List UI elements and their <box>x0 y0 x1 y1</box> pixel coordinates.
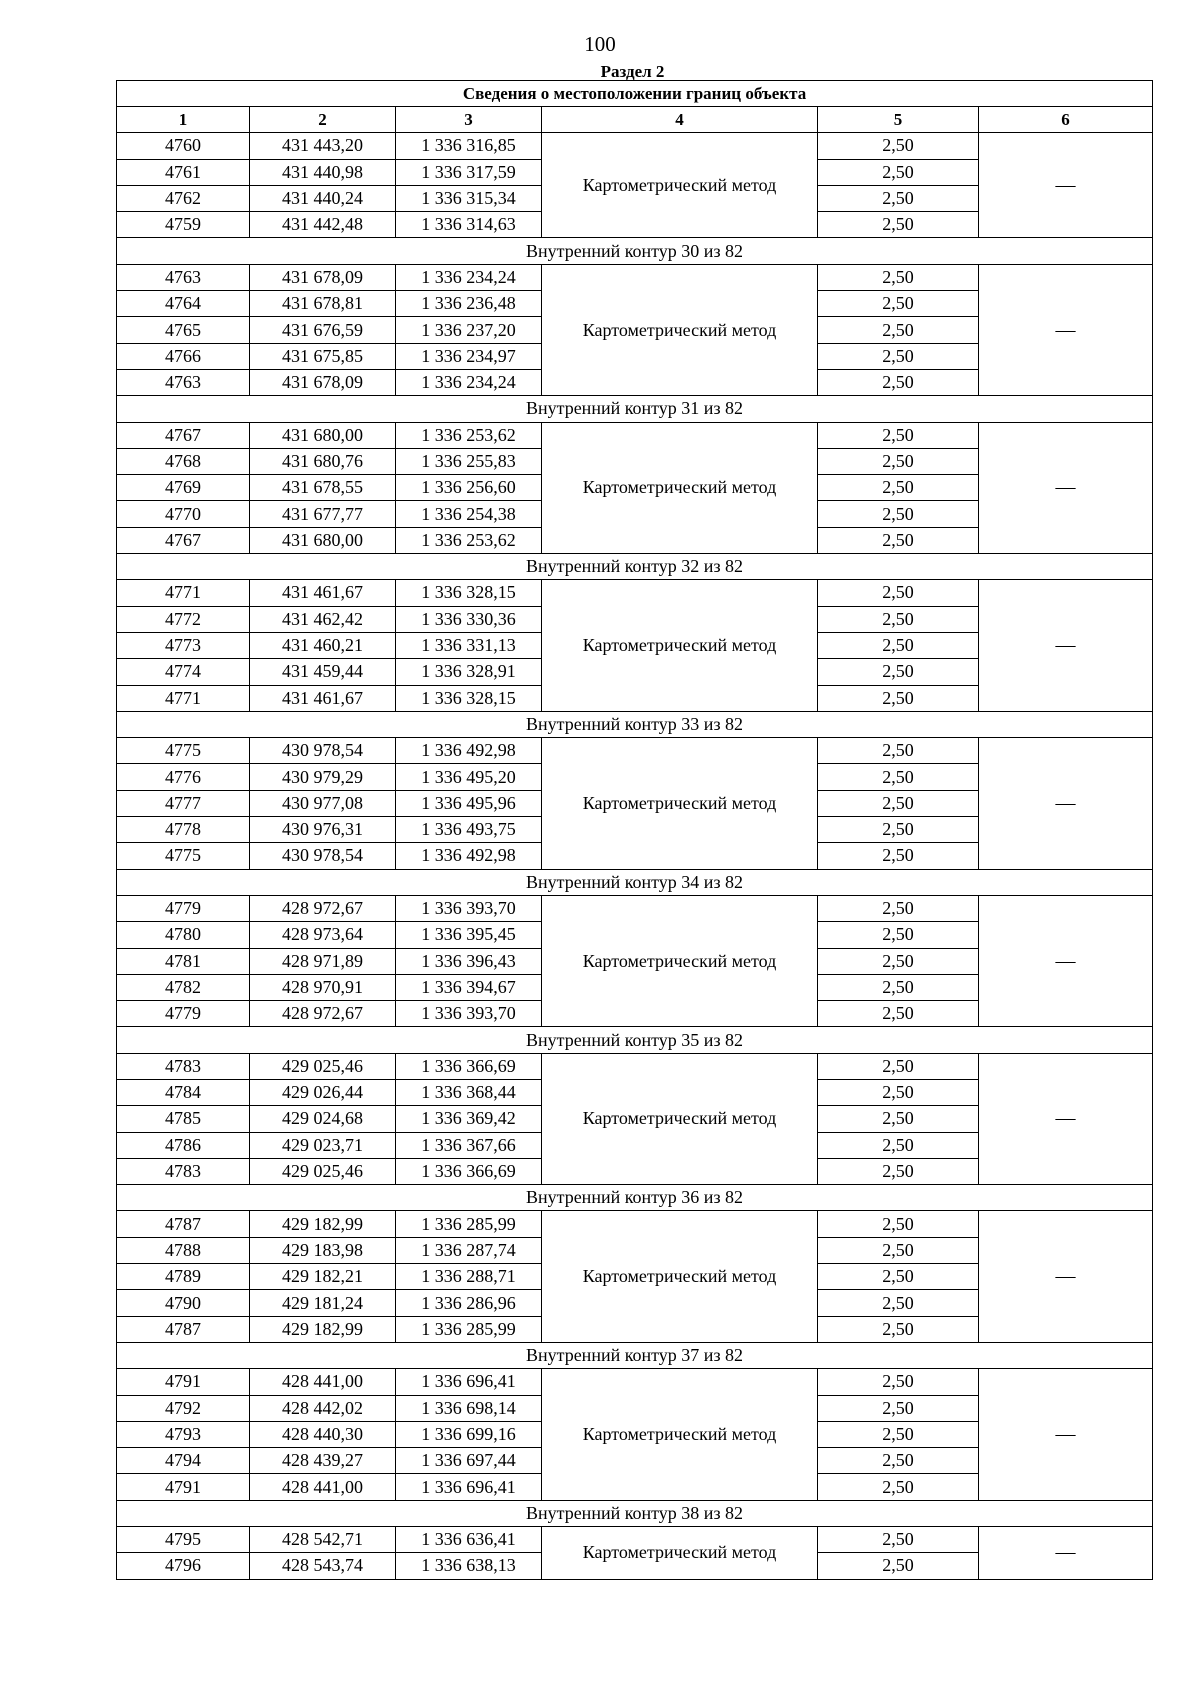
method-cell: Картометрический метод <box>542 895 818 1026</box>
x-coordinate-cell: 428 543,74 <box>250 1553 396 1579</box>
point-number-cell: 4776 <box>117 764 250 790</box>
x-coordinate-cell: 429 182,99 <box>250 1211 396 1237</box>
point-number-cell: 4763 <box>117 369 250 395</box>
accuracy-cell: 2,50 <box>818 501 979 527</box>
description-dash-cell: — <box>979 1053 1153 1184</box>
accuracy-cell: 2,50 <box>818 843 979 869</box>
y-coordinate-cell: 1 336 255,83 <box>396 448 542 474</box>
accuracy-cell: 2,50 <box>818 159 979 185</box>
point-number-cell: 4778 <box>117 817 250 843</box>
accuracy-cell: 2,50 <box>818 922 979 948</box>
accuracy-cell: 2,50 <box>818 1211 979 1237</box>
y-coordinate-cell: 1 336 492,98 <box>396 843 542 869</box>
x-coordinate-cell: 428 441,00 <box>250 1474 396 1500</box>
contour-row <box>117 396 1153 422</box>
table-row <box>117 264 1153 290</box>
y-coordinate-cell: 1 336 316,85 <box>396 133 542 159</box>
point-number-cell: 4768 <box>117 448 250 474</box>
contour-label: Внутренний контур 34 из 82 <box>117 869 1153 895</box>
y-coordinate-cell: 1 336 285,99 <box>396 1211 542 1237</box>
accuracy-cell: 2,50 <box>818 790 979 816</box>
accuracy-cell: 2,50 <box>818 1448 979 1474</box>
x-coordinate-cell: 430 976,31 <box>250 817 396 843</box>
accuracy-cell: 2,50 <box>818 317 979 343</box>
accuracy-cell: 2,50 <box>818 212 979 238</box>
boundary-table <box>116 80 1153 1580</box>
y-coordinate-cell: 1 336 696,41 <box>396 1369 542 1395</box>
x-coordinate-cell: 429 023,71 <box>250 1132 396 1158</box>
accuracy-cell: 2,50 <box>818 685 979 711</box>
contour-row <box>117 238 1153 264</box>
page-number: 100 <box>584 32 616 56</box>
y-coordinate-cell: 1 336 698,14 <box>396 1395 542 1421</box>
y-coordinate-cell: 1 336 697,44 <box>396 1448 542 1474</box>
x-coordinate-cell: 428 972,67 <box>250 895 396 921</box>
description-dash-cell: — <box>979 422 1153 553</box>
accuracy-cell: 2,50 <box>818 1290 979 1316</box>
y-coordinate-cell: 1 336 368,44 <box>396 1079 542 1105</box>
y-coordinate-cell: 1 336 288,71 <box>396 1264 542 1290</box>
x-coordinate-cell: 428 970,91 <box>250 974 396 1000</box>
point-number-cell: 4759 <box>117 212 250 238</box>
point-number-cell: 4788 <box>117 1237 250 1263</box>
point-number-cell: 4775 <box>117 738 250 764</box>
contour-row <box>117 1500 1153 1526</box>
point-number-cell: 4784 <box>117 1079 250 1105</box>
point-number-cell: 4783 <box>117 1158 250 1184</box>
x-coordinate-cell: 431 443,20 <box>250 133 396 159</box>
point-number-cell: 4764 <box>117 291 250 317</box>
column-number: 5 <box>818 107 979 133</box>
description-dash-cell: — <box>979 738 1153 869</box>
y-coordinate-cell: 1 336 314,63 <box>396 212 542 238</box>
y-coordinate-cell: 1 336 495,96 <box>396 790 542 816</box>
accuracy-cell: 2,50 <box>818 422 979 448</box>
column-number-row <box>117 107 1153 133</box>
point-number-cell: 4761 <box>117 159 250 185</box>
x-coordinate-cell: 431 460,21 <box>250 632 396 658</box>
x-coordinate-cell: 429 025,46 <box>250 1158 396 1184</box>
x-coordinate-cell: 428 972,67 <box>250 1001 396 1027</box>
table-row <box>117 133 1153 159</box>
point-number-cell: 4765 <box>117 317 250 343</box>
point-number-cell: 4767 <box>117 422 250 448</box>
x-coordinate-cell: 431 680,00 <box>250 422 396 448</box>
x-coordinate-cell: 428 440,30 <box>250 1421 396 1447</box>
x-coordinate-cell: 429 182,99 <box>250 1316 396 1342</box>
point-number-cell: 4782 <box>117 974 250 1000</box>
accuracy-cell: 2,50 <box>818 974 979 1000</box>
x-coordinate-cell: 431 676,59 <box>250 317 396 343</box>
accuracy-cell: 2,50 <box>818 1132 979 1158</box>
contour-label: Внутренний контур 37 из 82 <box>117 1342 1153 1368</box>
y-coordinate-cell: 1 336 328,15 <box>396 580 542 606</box>
point-number-cell: 4781 <box>117 948 250 974</box>
contour-row <box>117 554 1153 580</box>
x-coordinate-cell: 428 442,02 <box>250 1395 396 1421</box>
point-number-cell: 4772 <box>117 606 250 632</box>
y-coordinate-cell: 1 336 236,48 <box>396 291 542 317</box>
y-coordinate-cell: 1 336 234,24 <box>396 369 542 395</box>
y-coordinate-cell: 1 336 285,99 <box>396 1316 542 1342</box>
point-number-cell: 4794 <box>117 1448 250 1474</box>
table-row <box>117 422 1153 448</box>
y-coordinate-cell: 1 336 287,74 <box>396 1237 542 1263</box>
section-title: Раздел 2 <box>600 62 665 81</box>
accuracy-cell: 2,50 <box>818 1237 979 1263</box>
y-coordinate-cell: 1 336 393,70 <box>396 895 542 921</box>
point-number-cell: 4785 <box>117 1106 250 1132</box>
description-dash-cell: — <box>979 895 1153 1026</box>
y-coordinate-cell: 1 336 396,43 <box>396 948 542 974</box>
x-coordinate-cell: 429 183,98 <box>250 1237 396 1263</box>
x-coordinate-cell: 431 678,55 <box>250 475 396 501</box>
y-coordinate-cell: 1 336 315,34 <box>396 185 542 211</box>
accuracy-cell: 2,50 <box>818 1369 979 1395</box>
accuracy-cell: 2,50 <box>818 1553 979 1579</box>
table-row <box>117 1053 1153 1079</box>
point-number-cell: 4790 <box>117 1290 250 1316</box>
contour-label: Внутренний контур 31 из 82 <box>117 396 1153 422</box>
method-cell: Картометрический метод <box>542 1369 818 1500</box>
point-number-cell: 4783 <box>117 1053 250 1079</box>
contour-label: Внутренний контур 33 из 82 <box>117 711 1153 737</box>
column-number: 6 <box>979 107 1153 133</box>
x-coordinate-cell: 428 971,89 <box>250 948 396 974</box>
accuracy-cell: 2,50 <box>818 1158 979 1184</box>
x-coordinate-cell: 429 026,44 <box>250 1079 396 1105</box>
table-row <box>117 1369 1153 1395</box>
point-number-cell: 4789 <box>117 1264 250 1290</box>
x-coordinate-cell: 428 439,27 <box>250 1448 396 1474</box>
description-dash-cell: — <box>979 1369 1153 1500</box>
x-coordinate-cell: 431 461,67 <box>250 685 396 711</box>
point-number-cell: 4795 <box>117 1527 250 1553</box>
table-caption: Сведения о местоположении границ объекта <box>117 81 1153 107</box>
contour-label: Внутренний контур 35 из 82 <box>117 1027 1153 1053</box>
x-coordinate-cell: 431 678,09 <box>250 369 396 395</box>
y-coordinate-cell: 1 336 699,16 <box>396 1421 542 1447</box>
y-coordinate-cell: 1 336 317,59 <box>396 159 542 185</box>
y-coordinate-cell: 1 336 234,97 <box>396 343 542 369</box>
point-number-cell: 4773 <box>117 632 250 658</box>
y-coordinate-cell: 1 336 253,62 <box>396 527 542 553</box>
contour-row <box>117 1185 1153 1211</box>
point-number-cell: 4796 <box>117 1553 250 1579</box>
accuracy-cell: 2,50 <box>818 1527 979 1553</box>
x-coordinate-cell: 431 680,00 <box>250 527 396 553</box>
description-dash-cell: — <box>979 580 1153 711</box>
accuracy-cell: 2,50 <box>818 1474 979 1500</box>
y-coordinate-cell: 1 336 367,66 <box>396 1132 542 1158</box>
column-number: 2 <box>250 107 396 133</box>
accuracy-cell: 2,50 <box>818 264 979 290</box>
point-number-cell: 4775 <box>117 843 250 869</box>
point-number-cell: 4762 <box>117 185 250 211</box>
point-number-cell: 4760 <box>117 133 250 159</box>
point-number-cell: 4770 <box>117 501 250 527</box>
accuracy-cell: 2,50 <box>818 659 979 685</box>
y-coordinate-cell: 1 336 366,69 <box>396 1158 542 1184</box>
x-coordinate-cell: 430 979,29 <box>250 764 396 790</box>
y-coordinate-cell: 1 336 638,13 <box>396 1553 542 1579</box>
x-coordinate-cell: 431 678,09 <box>250 264 396 290</box>
y-coordinate-cell: 1 336 237,20 <box>396 317 542 343</box>
point-number-cell: 4791 <box>117 1369 250 1395</box>
x-coordinate-cell: 429 182,21 <box>250 1264 396 1290</box>
y-coordinate-cell: 1 336 369,42 <box>396 1106 542 1132</box>
y-coordinate-cell: 1 336 493,75 <box>396 817 542 843</box>
contour-row <box>117 711 1153 737</box>
y-coordinate-cell: 1 336 394,67 <box>396 974 542 1000</box>
x-coordinate-cell: 430 977,08 <box>250 790 396 816</box>
x-coordinate-cell: 428 441,00 <box>250 1369 396 1395</box>
column-number: 3 <box>396 107 542 133</box>
x-coordinate-cell: 431 461,67 <box>250 580 396 606</box>
accuracy-cell: 2,50 <box>818 475 979 501</box>
accuracy-cell: 2,50 <box>818 764 979 790</box>
accuracy-cell: 2,50 <box>818 448 979 474</box>
x-coordinate-cell: 429 181,24 <box>250 1290 396 1316</box>
point-number-cell: 4777 <box>117 790 250 816</box>
point-number-cell: 4766 <box>117 343 250 369</box>
table-body <box>117 133 1153 1579</box>
accuracy-cell: 2,50 <box>818 1395 979 1421</box>
accuracy-cell: 2,50 <box>818 1053 979 1079</box>
accuracy-cell: 2,50 <box>818 1106 979 1132</box>
x-coordinate-cell: 431 675,85 <box>250 343 396 369</box>
accuracy-cell: 2,50 <box>818 580 979 606</box>
accuracy-cell: 2,50 <box>818 369 979 395</box>
accuracy-cell: 2,50 <box>818 1264 979 1290</box>
contour-label: Внутренний контур 36 из 82 <box>117 1185 1153 1211</box>
table-row <box>117 1211 1153 1237</box>
point-number-cell: 4793 <box>117 1421 250 1447</box>
y-coordinate-cell: 1 336 636,41 <box>396 1527 542 1553</box>
y-coordinate-cell: 1 336 366,69 <box>396 1053 542 1079</box>
method-cell: Картометрический метод <box>542 422 818 553</box>
y-coordinate-cell: 1 336 256,60 <box>396 475 542 501</box>
method-cell: Картометрический метод <box>542 264 818 395</box>
accuracy-cell: 2,50 <box>818 895 979 921</box>
column-number: 1 <box>117 107 250 133</box>
y-coordinate-cell: 1 336 286,96 <box>396 1290 542 1316</box>
x-coordinate-cell: 428 973,64 <box>250 922 396 948</box>
description-dash-cell: — <box>979 1527 1153 1580</box>
x-coordinate-cell: 428 542,71 <box>250 1527 396 1553</box>
accuracy-cell: 2,50 <box>818 291 979 317</box>
method-cell: Картометрический метод <box>542 738 818 869</box>
y-coordinate-cell: 1 336 395,45 <box>396 922 542 948</box>
point-number-cell: 4792 <box>117 1395 250 1421</box>
point-number-cell: 4791 <box>117 1474 250 1500</box>
description-dash-cell: — <box>979 264 1153 395</box>
method-cell: Картометрический метод <box>542 133 818 238</box>
contour-row <box>117 869 1153 895</box>
y-coordinate-cell: 1 336 234,24 <box>396 264 542 290</box>
point-number-cell: 4787 <box>117 1211 250 1237</box>
column-number: 4 <box>542 107 818 133</box>
y-coordinate-cell: 1 336 253,62 <box>396 422 542 448</box>
method-cell: Картометрический метод <box>542 1527 818 1580</box>
y-coordinate-cell: 1 336 393,70 <box>396 1001 542 1027</box>
y-coordinate-cell: 1 336 254,38 <box>396 501 542 527</box>
contour-row <box>117 1027 1153 1053</box>
accuracy-cell: 2,50 <box>818 1316 979 1342</box>
table-row <box>117 580 1153 606</box>
point-number-cell: 4779 <box>117 895 250 921</box>
y-coordinate-cell: 1 336 330,36 <box>396 606 542 632</box>
accuracy-cell: 2,50 <box>818 343 979 369</box>
point-number-cell: 4771 <box>117 580 250 606</box>
x-coordinate-cell: 431 677,77 <box>250 501 396 527</box>
description-dash-cell: — <box>979 133 1153 238</box>
x-coordinate-cell: 429 025,46 <box>250 1053 396 1079</box>
description-dash-cell: — <box>979 1211 1153 1342</box>
accuracy-cell: 2,50 <box>818 606 979 632</box>
accuracy-cell: 2,50 <box>818 185 979 211</box>
accuracy-cell: 2,50 <box>818 948 979 974</box>
accuracy-cell: 2,50 <box>818 133 979 159</box>
x-coordinate-cell: 429 024,68 <box>250 1106 396 1132</box>
y-coordinate-cell: 1 336 495,20 <box>396 764 542 790</box>
accuracy-cell: 2,50 <box>818 632 979 658</box>
point-number-cell: 4787 <box>117 1316 250 1342</box>
accuracy-cell: 2,50 <box>818 1421 979 1447</box>
x-coordinate-cell: 431 459,44 <box>250 659 396 685</box>
contour-label: Внутренний контур 30 из 82 <box>117 238 1153 264</box>
accuracy-cell: 2,50 <box>818 1001 979 1027</box>
accuracy-cell: 2,50 <box>818 1079 979 1105</box>
contour-label: Внутренний контур 38 из 82 <box>117 1500 1153 1526</box>
y-coordinate-cell: 1 336 328,15 <box>396 685 542 711</box>
x-coordinate-cell: 431 680,76 <box>250 448 396 474</box>
point-number-cell: 4779 <box>117 1001 250 1027</box>
point-number-cell: 4769 <box>117 475 250 501</box>
point-number-cell: 4767 <box>117 527 250 553</box>
method-cell: Картометрический метод <box>542 1211 818 1342</box>
method-cell: Картометрический метод <box>542 1053 818 1184</box>
x-coordinate-cell: 431 440,24 <box>250 185 396 211</box>
x-coordinate-cell: 431 440,98 <box>250 159 396 185</box>
table-row <box>117 1527 1153 1553</box>
x-coordinate-cell: 431 442,48 <box>250 212 396 238</box>
y-coordinate-cell: 1 336 492,98 <box>396 738 542 764</box>
contour-label: Внутренний контур 32 из 82 <box>117 554 1153 580</box>
y-coordinate-cell: 1 336 696,41 <box>396 1474 542 1500</box>
x-coordinate-cell: 431 678,81 <box>250 291 396 317</box>
x-coordinate-cell: 430 978,54 <box>250 738 396 764</box>
accuracy-cell: 2,50 <box>818 527 979 553</box>
point-number-cell: 4786 <box>117 1132 250 1158</box>
point-number-cell: 4774 <box>117 659 250 685</box>
x-coordinate-cell: 431 462,42 <box>250 606 396 632</box>
y-coordinate-cell: 1 336 328,91 <box>396 659 542 685</box>
table-row <box>117 895 1153 921</box>
point-number-cell: 4780 <box>117 922 250 948</box>
accuracy-cell: 2,50 <box>818 738 979 764</box>
table-row <box>117 738 1153 764</box>
y-coordinate-cell: 1 336 331,13 <box>396 632 542 658</box>
accuracy-cell: 2,50 <box>818 817 979 843</box>
x-coordinate-cell: 430 978,54 <box>250 843 396 869</box>
contour-row <box>117 1342 1153 1368</box>
method-cell: Картометрический метод <box>542 580 818 711</box>
point-number-cell: 4771 <box>117 685 250 711</box>
point-number-cell: 4763 <box>117 264 250 290</box>
